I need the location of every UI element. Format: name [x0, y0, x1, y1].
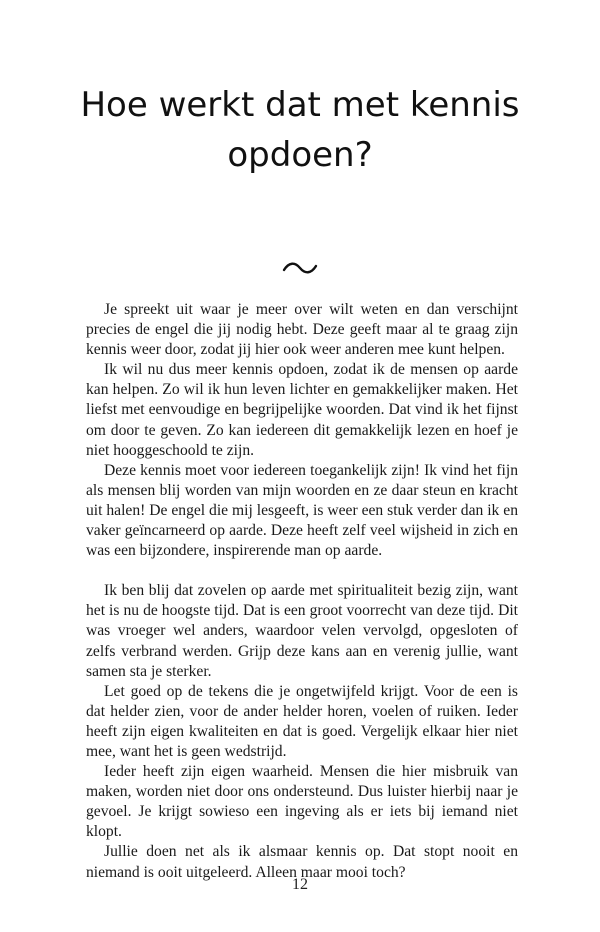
- page-number: 12: [292, 876, 308, 893]
- paragraph-4: Ik ben blij dat zovelen op aarde met spiritualiteit bezig zijn, want het is nu de hoogste tijd. Dat is een groot voorrecht van deze tijd. Dit was vroeger wel anders, waardoor velen vervolgd, opgesloten of zelfs verbrand werden. Grijp deze kans aan en verenig jullie, want samen sta je sterker.: [86, 582, 518, 680]
- paragraph-2: Ik wil nu dus meer kennis opdoen, zodat ik de mensen op aarde kan helpen. Zo wil ik hun leven lichter en gemakkelijker maken. Het liefst met eenvoudige en begrijpelijke woorden. Dat vind ik het fijnst om door te geven. Zo kan iedereen dit gemakkelijk lezen en hoef je niet hooggeschoold te zijn.: [86, 361, 518, 459]
- paragraph-7: Jullie doen net als ik alsmaar kennis op. Dat stopt nooit en niemand is ooit uitgeleerd. Alleen maar mooi toch?: [86, 843, 518, 881]
- paragraph-3: Deze kennis moet voor iedereen toegankelijk zijn! Ik vind het fijn als mensen blij worden van mijn woorden en ze daar steun en kracht uit halen! De engel die mij lesgeeft, is weer een stuk verder dan ik en vaker geïncarneerd op aarde. Deze heeft zelf veel wijsheid in zich en was een bijzondere, inspirerende man op aarde.: [86, 461, 518, 560]
- chapter-body: [86, 300, 518, 883]
- paragraph-6: Ieder heeft zijn eigen waarheid. Mensen die hier misbruik van maken, worden niet door ons ondersteund. Dus luister hierbij naar je gevoel. Je krijgt sowieso een ingeving als er iets bij iemand niet klopt.: [86, 763, 518, 841]
- paragraph-5: Let goed op de tekens die je ongetwijfeld krijgt. Voor de een is dat helder zien, voor de ander helder horen, voelen of ruiken. Ieder heeft zijn eigen kwaliteiten en dat is goed. Vergelijk elkaar hier niet mee, want het is geen wedstrijd.: [86, 682, 518, 760]
- section-break: [86, 561, 518, 581]
- tilde-ornament-icon: [280, 258, 320, 278]
- chapter-title-line-2: opdoen?: [227, 135, 373, 175]
- chapter-title: [40, 80, 560, 180]
- chapter-title-line-1: Hoe werkt dat met kennis: [80, 85, 520, 125]
- paragraph-1: Je spreekt uit waar je meer over wilt weten en dan verschijnt precies de engel die jij nodig hebt. Deze geeft maar al te graag zijn kennis weer door, zodat jij hier ook weer anderen mee kunt helpen.: [86, 301, 518, 359]
